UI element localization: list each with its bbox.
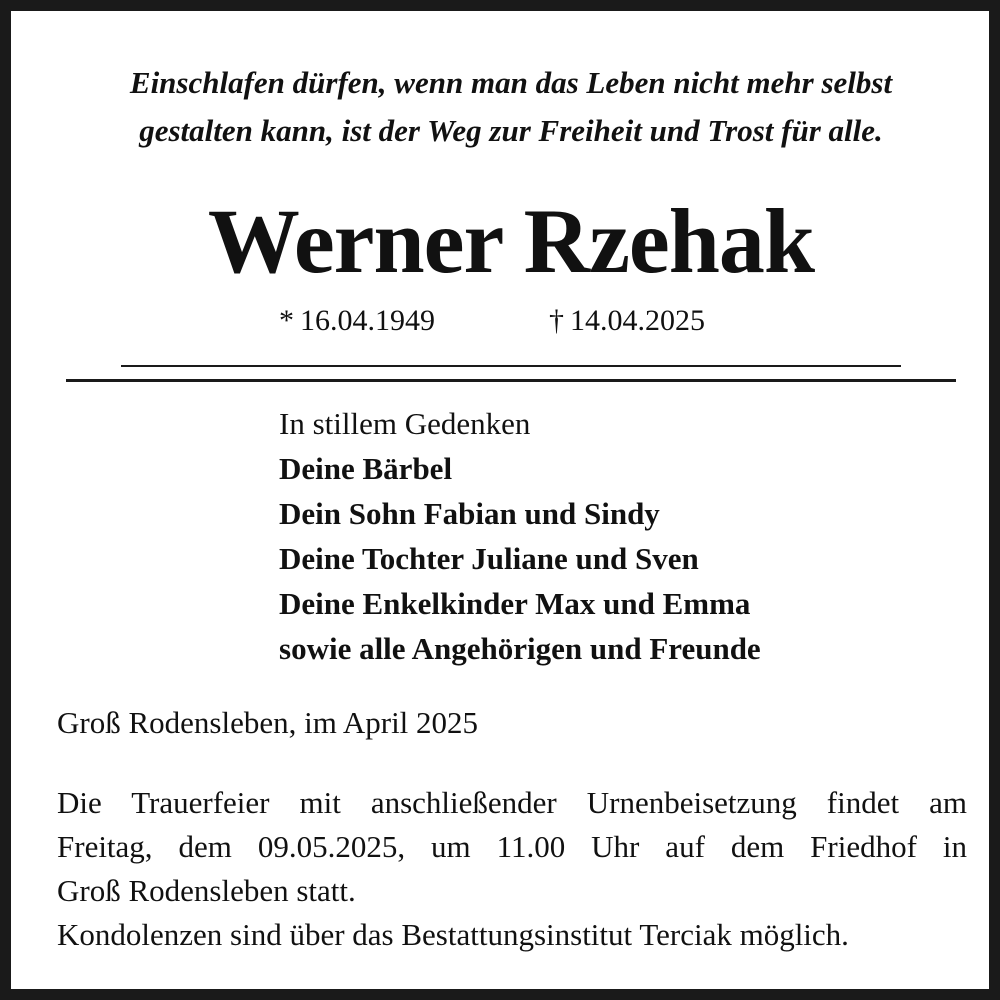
mourner-name: Dein Sohn Fabian und Sindy (279, 496, 660, 531)
death-date-line (549, 301, 705, 341)
mourner-name: Deine Bärbel (279, 451, 453, 486)
birth-date: 16.04.1949 (300, 304, 435, 337)
ceremony-line: Groß Rodensleben statt. (57, 873, 356, 908)
divider-short (121, 365, 901, 367)
mourners-block (279, 401, 979, 671)
motto-line-2: gestalten kann, ist der Weg zur Freiheit und Trost für alle. (139, 113, 883, 148)
motto-line-1: Einschlafen dürfen, wenn man das Leben nicht mehr selbst (129, 65, 893, 100)
birth-date-line (279, 301, 435, 341)
deceased-name: Werner Rzehak (207, 190, 815, 292)
place-and-date: Groß Rodensleben, im April 2025 (57, 705, 479, 740)
condolences-note: Kondolenzen sind über das Bestattungsinstitut Terciak möglich. (57, 917, 849, 952)
mourner-name: Deine Enkelkinder Max und Emma (279, 586, 751, 621)
birth-star-icon: * (279, 304, 294, 337)
ceremony-line: Die Trauerfeier mit anschließender Urnenbeisetzung findet am (57, 785, 967, 820)
mourner-name: sowie alle Angehörigen und Freunde (279, 631, 761, 666)
mourners-intro: In stillem Gedenken (279, 406, 531, 441)
ceremony-notice (57, 781, 967, 957)
mourner-name: Deine Tochter Juliane und Sven (279, 541, 699, 576)
motto-quote (31, 59, 991, 155)
death-cross-icon: † (549, 304, 564, 337)
ceremony-line: Freitag, dem 09.05.2025, um 11.00 Uhr auf dem Friedhof in (57, 829, 967, 864)
divider-long (66, 379, 956, 382)
death-date: 14.04.2025 (570, 304, 705, 337)
